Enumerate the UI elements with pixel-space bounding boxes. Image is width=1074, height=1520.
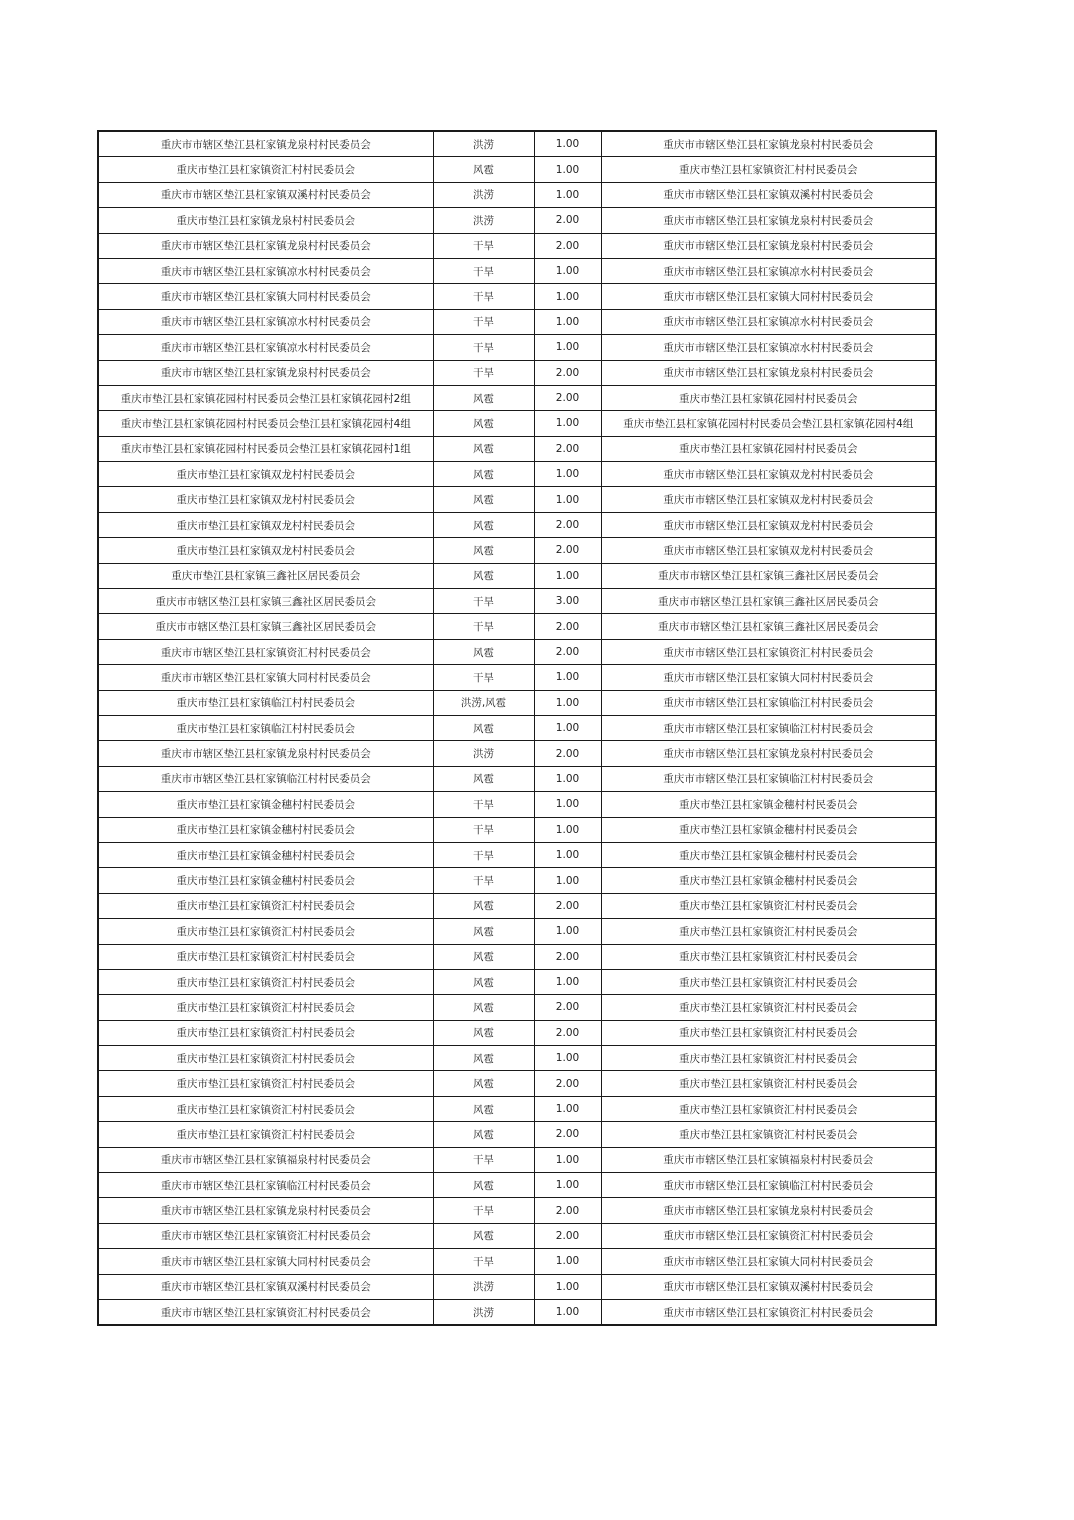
- disaster-type-cell: 干旱: [433, 589, 534, 614]
- unit-cell: 重庆市市辖区垫江县杠家镇龙泉村村民委员会: [98, 233, 433, 258]
- unit-cell: 重庆市市辖区垫江县杠家镇凉水村村民委员会: [98, 335, 433, 360]
- table-row: [98, 969, 936, 994]
- amount-cell: 2.00: [534, 1020, 601, 1045]
- disaster-type-cell: 风雹: [433, 1122, 534, 1147]
- table-row: [98, 792, 936, 817]
- recipient-cell: 重庆市垫江县杠家镇花园村村民委员会垫江县杠家镇花园村4组: [601, 411, 936, 436]
- disaster-type-cell: 干旱: [433, 792, 534, 817]
- recipient-cell: 重庆市垫江县杠家镇资汇村村民委员会: [601, 944, 936, 969]
- table-row: [98, 690, 936, 715]
- table-row: [98, 157, 936, 182]
- recipient-cell: 重庆市市辖区垫江县杠家镇双龙村村民委员会: [601, 512, 936, 537]
- disaster-type-cell: 洪涝: [433, 1299, 534, 1325]
- recipient-cell: 重庆市市辖区垫江县杠家镇双溪村村民委员会: [601, 182, 936, 207]
- amount-cell: 2.00: [534, 436, 601, 461]
- disaster-type-cell: 洪涝: [433, 741, 534, 766]
- unit-cell: 重庆市垫江县杠家镇双龙村村民委员会: [98, 462, 433, 487]
- disaster-type-cell: 风雹: [433, 512, 534, 537]
- recipient-cell: 重庆市市辖区垫江县杠家镇大同村村民委员会: [601, 665, 936, 690]
- amount-cell: 2.00: [534, 944, 601, 969]
- amount-cell: 1.00: [534, 817, 601, 842]
- table-row: [98, 411, 936, 436]
- data-table: [97, 130, 937, 1326]
- unit-cell: 重庆市垫江县杠家镇资汇村村民委员会: [98, 995, 433, 1020]
- unit-cell: 重庆市市辖区垫江县杠家镇凉水村村民委员会: [98, 258, 433, 283]
- disaster-type-cell: 干旱: [433, 614, 534, 639]
- amount-cell: 2.00: [534, 1071, 601, 1096]
- unit-cell: 重庆市垫江县杠家镇双龙村村民委员会: [98, 487, 433, 512]
- table-row: [98, 1020, 936, 1045]
- table-row: [98, 258, 936, 283]
- unit-cell: 重庆市市辖区垫江县杠家镇资汇村村民委员会: [98, 639, 433, 664]
- unit-cell: 重庆市市辖区垫江县杠家镇凉水村村民委员会: [98, 309, 433, 334]
- disaster-type-cell: 风雹: [433, 1046, 534, 1071]
- disaster-type-cell: 风雹: [433, 893, 534, 918]
- table-row: [98, 639, 936, 664]
- table-row: [98, 766, 936, 791]
- disaster-type-cell: 干旱: [433, 258, 534, 283]
- table-row: [98, 436, 936, 461]
- recipient-cell: 重庆市市辖区垫江县杠家镇临江村村民委员会: [601, 690, 936, 715]
- table-row: [98, 233, 936, 258]
- table-row: [98, 335, 936, 360]
- recipient-cell: 重庆市市辖区垫江县杠家镇双溪村村民委员会: [601, 1274, 936, 1299]
- disaster-type-cell: 风雹: [433, 995, 534, 1020]
- unit-cell: 重庆市垫江县杠家镇资汇村村民委员会: [98, 1096, 433, 1121]
- amount-cell: 1.00: [534, 131, 601, 157]
- recipient-cell: 重庆市市辖区垫江县杠家镇资汇村村民委员会: [601, 639, 936, 664]
- disaster-type-cell: 风雹: [433, 385, 534, 410]
- unit-cell: 重庆市垫江县杠家镇金穗村村民委员会: [98, 817, 433, 842]
- table-row: [98, 715, 936, 740]
- disaster-type-cell: 洪涝: [433, 131, 534, 157]
- amount-cell: 1.00: [534, 1147, 601, 1172]
- table-row: [98, 182, 936, 207]
- amount-cell: 1.00: [534, 284, 601, 309]
- table-row: [98, 563, 936, 588]
- unit-cell: 重庆市垫江县杠家镇临江村村民委员会: [98, 690, 433, 715]
- recipient-cell: 重庆市市辖区垫江县杠家镇龙泉村村民委员会: [601, 360, 936, 385]
- amount-cell: 2.00: [534, 538, 601, 563]
- recipient-cell: 重庆市市辖区垫江县杠家镇双龙村村民委员会: [601, 538, 936, 563]
- table-row: [98, 538, 936, 563]
- amount-cell: 2.00: [534, 995, 601, 1020]
- table-row: [98, 385, 936, 410]
- unit-cell: 重庆市垫江县杠家镇金穗村村民委员会: [98, 792, 433, 817]
- amount-cell: 1.00: [534, 766, 601, 791]
- disaster-type-cell: 风雹: [433, 157, 534, 182]
- unit-cell: 重庆市垫江县杠家镇金穗村村民委员会: [98, 842, 433, 867]
- table-row: [98, 1147, 936, 1172]
- recipient-cell: 重庆市市辖区垫江县杠家镇临江村村民委员会: [601, 715, 936, 740]
- recipient-cell: 重庆市市辖区垫江县杠家镇临江村村民委员会: [601, 766, 936, 791]
- table-row: [98, 741, 936, 766]
- amount-cell: 2.00: [534, 512, 601, 537]
- disaster-type-cell: 干旱: [433, 868, 534, 893]
- disaster-type-cell: 干旱: [433, 665, 534, 690]
- amount-cell: 1.00: [534, 842, 601, 867]
- recipient-cell: 重庆市市辖区垫江县杠家镇凉水村村民委员会: [601, 258, 936, 283]
- table-row: [98, 842, 936, 867]
- amount-cell: 1.00: [534, 157, 601, 182]
- recipient-cell: 重庆市垫江县杠家镇资汇村村民委员会: [601, 1046, 936, 1071]
- amount-cell: 2.00: [534, 1198, 601, 1223]
- table-row: [98, 1274, 936, 1299]
- unit-cell: 重庆市垫江县杠家镇资汇村村民委员会: [98, 1046, 433, 1071]
- recipient-cell: 重庆市市辖区垫江县杠家镇龙泉村村民委员会: [601, 1198, 936, 1223]
- disaster-type-cell: 洪涝: [433, 208, 534, 233]
- disaster-type-cell: 风雹: [433, 1096, 534, 1121]
- recipient-cell: 重庆市市辖区垫江县杠家镇大同村村民委员会: [601, 1249, 936, 1274]
- table-row: [98, 614, 936, 639]
- disaster-type-cell: 干旱: [433, 1198, 534, 1223]
- disaster-type-cell: 风雹: [433, 436, 534, 461]
- disaster-type-cell: 洪涝: [433, 1274, 534, 1299]
- recipient-cell: 重庆市垫江县杠家镇资汇村村民委员会: [601, 1020, 936, 1045]
- unit-cell: 重庆市市辖区垫江县杠家镇大同村村民委员会: [98, 665, 433, 690]
- table-body: [98, 131, 936, 1325]
- unit-cell: 重庆市垫江县杠家镇临江村村民委员会: [98, 715, 433, 740]
- amount-cell: 1.00: [534, 1096, 601, 1121]
- disaster-type-cell: 风雹: [433, 563, 534, 588]
- table-row: [98, 512, 936, 537]
- recipient-cell: 重庆市市辖区垫江县杠家镇龙泉村村民委员会: [601, 208, 936, 233]
- amount-cell: 1.00: [534, 792, 601, 817]
- recipient-cell: 重庆市垫江县杠家镇金穗村村民委员会: [601, 792, 936, 817]
- unit-cell: 重庆市市辖区垫江县杠家镇三鑫社区居民委员会: [98, 614, 433, 639]
- unit-cell: 重庆市市辖区垫江县杠家镇资汇村村民委员会: [98, 1299, 433, 1325]
- table-row: [98, 1173, 936, 1198]
- amount-cell: 1.00: [534, 258, 601, 283]
- disaster-type-cell: 干旱: [433, 1249, 534, 1274]
- table-row: [98, 817, 936, 842]
- table-row: [98, 487, 936, 512]
- recipient-cell: 重庆市垫江县杠家镇资汇村村民委员会: [601, 1096, 936, 1121]
- unit-cell: 重庆市市辖区垫江县杠家镇临江村村民委员会: [98, 766, 433, 791]
- unit-cell: 重庆市市辖区垫江县杠家镇龙泉村村民委员会: [98, 131, 433, 157]
- recipient-cell: 重庆市垫江县杠家镇金穗村村民委员会: [601, 817, 936, 842]
- amount-cell: 1.00: [534, 462, 601, 487]
- amount-cell: 1.00: [534, 715, 601, 740]
- recipient-cell: 重庆市垫江县杠家镇金穗村村民委员会: [601, 842, 936, 867]
- disaster-type-cell: 风雹: [433, 766, 534, 791]
- recipient-cell: 重庆市市辖区垫江县杠家镇龙泉村村民委员会: [601, 233, 936, 258]
- unit-cell: 重庆市市辖区垫江县杠家镇龙泉村村民委员会: [98, 360, 433, 385]
- unit-cell: 重庆市垫江县杠家镇资汇村村民委员会: [98, 157, 433, 182]
- recipient-cell: 重庆市市辖区垫江县杠家镇福泉村村民委员会: [601, 1147, 936, 1172]
- disaster-type-cell: 风雹: [433, 1173, 534, 1198]
- table-row: [98, 1249, 936, 1274]
- disaster-type-cell: 风雹: [433, 538, 534, 563]
- table-row: [98, 1071, 936, 1096]
- recipient-cell: 重庆市市辖区垫江县杠家镇三鑫社区居民委员会: [601, 614, 936, 639]
- unit-cell: 重庆市垫江县杠家镇资汇村村民委员会: [98, 944, 433, 969]
- table-row: [98, 131, 936, 157]
- recipient-cell: 重庆市垫江县杠家镇资汇村村民委员会: [601, 969, 936, 994]
- amount-cell: 1.00: [534, 487, 601, 512]
- recipient-cell: 重庆市垫江县杠家镇资汇村村民委员会: [601, 1122, 936, 1147]
- unit-cell: 重庆市垫江县杠家镇资汇村村民委员会: [98, 919, 433, 944]
- unit-cell: 重庆市垫江县杠家镇花园村村民委员会垫江县杠家镇花园村1组: [98, 436, 433, 461]
- table-row: [98, 868, 936, 893]
- table-row: [98, 589, 936, 614]
- unit-cell: 重庆市市辖区垫江县杠家镇福泉村村民委员会: [98, 1147, 433, 1172]
- disaster-type-cell: 干旱: [433, 233, 534, 258]
- amount-cell: 2.00: [534, 741, 601, 766]
- disaster-type-cell: 干旱: [433, 360, 534, 385]
- recipient-cell: 重庆市市辖区垫江县杠家镇凉水村村民委员会: [601, 309, 936, 334]
- unit-cell: 重庆市市辖区垫江县杠家镇临江村村民委员会: [98, 1173, 433, 1198]
- disaster-type-cell: 干旱: [433, 335, 534, 360]
- disaster-type-cell: 风雹: [433, 487, 534, 512]
- amount-cell: 1.00: [534, 335, 601, 360]
- unit-cell: 重庆市市辖区垫江县杠家镇三鑫社区居民委员会: [98, 589, 433, 614]
- recipient-cell: 重庆市市辖区垫江县杠家镇三鑫社区居民委员会: [601, 563, 936, 588]
- table-row: [98, 1096, 936, 1121]
- disaster-type-cell: 风雹: [433, 1071, 534, 1096]
- table-row: [98, 995, 936, 1020]
- disaster-type-cell: 风雹: [433, 462, 534, 487]
- amount-cell: 1.00: [534, 868, 601, 893]
- unit-cell: 重庆市垫江县杠家镇资汇村村民委员会: [98, 1071, 433, 1096]
- table-row: [98, 1223, 936, 1248]
- table-row: [98, 1122, 936, 1147]
- unit-cell: 重庆市垫江县杠家镇双龙村村民委员会: [98, 538, 433, 563]
- amount-cell: 2.00: [534, 360, 601, 385]
- amount-cell: 2.00: [534, 385, 601, 410]
- amount-cell: 3.00: [534, 589, 601, 614]
- amount-cell: 2.00: [534, 1122, 601, 1147]
- disaster-type-cell: 风雹: [433, 411, 534, 436]
- amount-cell: 1.00: [534, 1046, 601, 1071]
- recipient-cell: 重庆市市辖区垫江县杠家镇资汇村村民委员会: [601, 1223, 936, 1248]
- table-row: [98, 1198, 936, 1223]
- unit-cell: 重庆市垫江县杠家镇三鑫社区居民委员会: [98, 563, 433, 588]
- disaster-type-cell: 洪涝: [433, 182, 534, 207]
- disaster-type-cell: 风雹: [433, 1223, 534, 1248]
- disaster-type-cell: 风雹: [433, 919, 534, 944]
- amount-cell: 1.00: [534, 182, 601, 207]
- amount-cell: 2.00: [534, 1223, 601, 1248]
- unit-cell: 重庆市市辖区垫江县杠家镇龙泉村村民委员会: [98, 741, 433, 766]
- recipient-cell: 重庆市垫江县杠家镇金穗村村民委员会: [601, 868, 936, 893]
- amount-cell: 1.00: [534, 1173, 601, 1198]
- recipient-cell: 重庆市垫江县杠家镇资汇村村民委员会: [601, 157, 936, 182]
- unit-cell: 重庆市垫江县杠家镇花园村村民委员会垫江县杠家镇花园村2组: [98, 385, 433, 410]
- recipient-cell: 重庆市市辖区垫江县杠家镇龙泉村村民委员会: [601, 741, 936, 766]
- disaster-type-cell: 干旱: [433, 817, 534, 842]
- disaster-type-cell: 洪涝,风雹: [433, 690, 534, 715]
- amount-cell: 2.00: [534, 208, 601, 233]
- table-row: [98, 1046, 936, 1071]
- recipient-cell: 重庆市垫江县杠家镇资汇村村民委员会: [601, 919, 936, 944]
- amount-cell: 2.00: [534, 233, 601, 258]
- unit-cell: 重庆市垫江县杠家镇资汇村村民委员会: [98, 893, 433, 918]
- recipient-cell: 重庆市垫江县杠家镇花园村村民委员会: [601, 436, 936, 461]
- disaster-type-cell: 干旱: [433, 284, 534, 309]
- table-row: [98, 284, 936, 309]
- table-row: [98, 208, 936, 233]
- unit-cell: 重庆市垫江县杠家镇资汇村村民委员会: [98, 1122, 433, 1147]
- unit-cell: 重庆市市辖区垫江县杠家镇双溪村村民委员会: [98, 1274, 433, 1299]
- table-row: [98, 919, 936, 944]
- recipient-cell: 重庆市市辖区垫江县杠家镇龙泉村村民委员会: [601, 131, 936, 157]
- table-row: [98, 665, 936, 690]
- table-row: [98, 893, 936, 918]
- unit-cell: 重庆市垫江县杠家镇双龙村村民委员会: [98, 512, 433, 537]
- amount-cell: 1.00: [534, 411, 601, 436]
- amount-cell: 2.00: [534, 614, 601, 639]
- amount-cell: 1.00: [534, 1299, 601, 1325]
- unit-cell: 重庆市市辖区垫江县杠家镇资汇村村民委员会: [98, 1223, 433, 1248]
- disaster-type-cell: 风雹: [433, 639, 534, 664]
- amount-cell: 1.00: [534, 309, 601, 334]
- unit-cell: 重庆市垫江县杠家镇金穗村村民委员会: [98, 868, 433, 893]
- disaster-type-cell: 风雹: [433, 944, 534, 969]
- amount-cell: 1.00: [534, 919, 601, 944]
- disaster-type-cell: 干旱: [433, 1147, 534, 1172]
- table-row: [98, 360, 936, 385]
- recipient-cell: 重庆市垫江县杠家镇花园村村民委员会: [601, 385, 936, 410]
- recipient-cell: 重庆市市辖区垫江县杠家镇大同村村民委员会: [601, 284, 936, 309]
- unit-cell: 重庆市垫江县杠家镇花园村村民委员会垫江县杠家镇花园村4组: [98, 411, 433, 436]
- unit-cell: 重庆市市辖区垫江县杠家镇双溪村村民委员会: [98, 182, 433, 207]
- amount-cell: 1.00: [534, 969, 601, 994]
- disaster-type-cell: 风雹: [433, 1020, 534, 1045]
- table-row: [98, 944, 936, 969]
- recipient-cell: 重庆市垫江县杠家镇资汇村村民委员会: [601, 893, 936, 918]
- amount-cell: 1.00: [534, 690, 601, 715]
- recipient-cell: 重庆市垫江县杠家镇资汇村村民委员会: [601, 1071, 936, 1096]
- recipient-cell: 重庆市市辖区垫江县杠家镇凉水村村民委员会: [601, 335, 936, 360]
- unit-cell: 重庆市市辖区垫江县杠家镇大同村村民委员会: [98, 1249, 433, 1274]
- amount-cell: 1.00: [534, 1249, 601, 1274]
- disaster-type-cell: 干旱: [433, 842, 534, 867]
- disaster-type-cell: 风雹: [433, 969, 534, 994]
- unit-cell: 重庆市垫江县杠家镇龙泉村村民委员会: [98, 208, 433, 233]
- amount-cell: 2.00: [534, 893, 601, 918]
- recipient-cell: 重庆市市辖区垫江县杠家镇临江村村民委员会: [601, 1173, 936, 1198]
- recipient-cell: 重庆市垫江县杠家镇资汇村村民委员会: [601, 995, 936, 1020]
- table-row: [98, 462, 936, 487]
- disaster-type-cell: 干旱: [433, 309, 534, 334]
- recipient-cell: 重庆市市辖区垫江县杠家镇资汇村村民委员会: [601, 1299, 936, 1325]
- table-row: [98, 309, 936, 334]
- amount-cell: 2.00: [534, 639, 601, 664]
- amount-cell: 1.00: [534, 1274, 601, 1299]
- table-row: [98, 1299, 936, 1325]
- amount-cell: 1.00: [534, 563, 601, 588]
- recipient-cell: 重庆市市辖区垫江县杠家镇双龙村村民委员会: [601, 462, 936, 487]
- disaster-type-cell: 风雹: [433, 715, 534, 740]
- amount-cell: 1.00: [534, 665, 601, 690]
- recipient-cell: 重庆市市辖区垫江县杠家镇双龙村村民委员会: [601, 487, 936, 512]
- unit-cell: 重庆市市辖区垫江县杠家镇龙泉村村民委员会: [98, 1198, 433, 1223]
- unit-cell: 重庆市垫江县杠家镇资汇村村民委员会: [98, 969, 433, 994]
- unit-cell: 重庆市市辖区垫江县杠家镇大同村村民委员会: [98, 284, 433, 309]
- recipient-cell: 重庆市市辖区垫江县杠家镇三鑫社区居民委员会: [601, 589, 936, 614]
- unit-cell: 重庆市垫江县杠家镇资汇村村民委员会: [98, 1020, 433, 1045]
